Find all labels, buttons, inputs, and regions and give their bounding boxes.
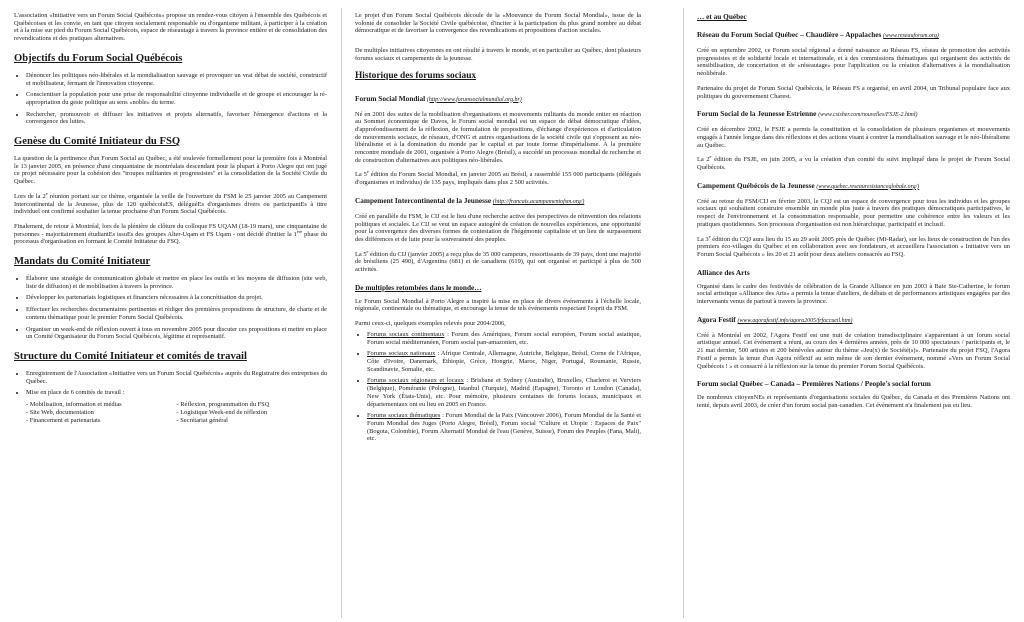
- text-run: édition du CIJ (janvier 2005) a reçu plus de 35 000 campeurs, ressortissants de 39 pays, dont une majorité de brésiliens (25 490), d'Argentins (681) et de canadiens (619), qui ont organisé et participé à plus de 500 activités.: [355, 250, 641, 274]
- text-run: réunion portant sur ce thème, organisée la veille de l'ouverture du FSM le 25 janvier 2005 au Campement Intercontinental de la Jeunesse, plus de 120 québécoisES, déléguéEs d'organismes divers ou participantEs à titre individuel ont confirmé souhaiter la tenue prochaine d'un Forum Social Québécois.: [14, 192, 327, 216]
- comite-item: - Mobilisation, information et médias: [26, 401, 122, 409]
- paragraph: Le projet d'un Forum Social Québécois découle de la «Mouvance du Forum Social Mondial», issue de la volonté de consolider la Société Civile québécoise, d'inciter à la participation du plus grand nombre au débat démocratique et de favoriser la convergence des revendications et propositions d'action sociales.: [355, 12, 641, 35]
- text-run: La 2: [697, 156, 710, 164]
- list-item: • Élaborer une stratégie de communication globale et mettre en place les outils et les moyens de diffusion (site web, liste de diffusion) et de mobilisation à travers la province.: [26, 275, 327, 290]
- genese-paragraph: [14, 190, 327, 216]
- list-item: • Enregistrement de l'Association «Initiative vers un Forum Social Québécois» auprès du Registraire des entreprises du Québec.: [26, 370, 327, 385]
- column-divider: [341, 8, 342, 618]
- rfs-link[interactable]: (www.reseauforum.org): [883, 33, 939, 39]
- intro-paragraph: L'association «Initiative vers un Forum Social Québécois» propose un rendez-vous citoyen à l'ensemble des Québécois et Québécoises et les convie, en tant que citoyen socialement responsable ou d'organisme militant, à participer à la création et à la mise sur pied du Forum Social Québécois, espace de réseautage à travers la province entière et de consolidation des revendications et des pratiques alternatives.: [14, 12, 327, 43]
- fsje-paragraph: Créé en décembre 2002, le FSJE a permis la constitution et la consolidation de plusieurs organismes et mouvements engagés à l'année longue dans des réflexions et des actions visant à contrer la mondialisation sauvage et le néo-libéralisme au Québec.: [697, 126, 1010, 149]
- fsm-link[interactable]: (http://www.forumsocialmundial.org.br): [426, 96, 522, 103]
- cij-title: Campement Intercontinental de la Jeunesse: [355, 195, 492, 205]
- alliance-paragraph: Organisé dans le cadre des festivités de célébration de la Grande Alliance en juin 2003 à Baie Ste-Catherine, le forum social artistique «Alliance des Arts» a permis la tenue d'ateliers, de débats et de performances artistiques engagées par des intervenants venus de partout à travers la province.: [697, 282, 1010, 306]
- list-item: • Mise en place de 6 comités de travail :: [26, 389, 327, 397]
- alliance-heading: Alliance des Arts: [697, 267, 750, 277]
- objectifs-heading: Objectifs du Forum Social Québécois: [14, 52, 183, 64]
- rfs-paragraph: Créé en septembre 2002, ce Forum social régional a donné naissance au Réseau FS, réseau de promotion des activités progressistes et de solidarité locale et internationale, et à des commissions thématiques qui organisent des activités de sensibilisation, de concertation et de «réseautage» pour l'application ou la création d'alternatives à la mondialisation néolibérale.: [697, 47, 1010, 78]
- list-item: • Effectuer les recherches documentaires pertinentes et rédiger des premières propositions de structure, de charte et de contenu thématique pour le premier Forum Social Québécois.: [26, 306, 327, 321]
- text-run: édition du Forum Social Mondial, en janvier 2005 au Brésil, a rassemblé 155 000 participants (délégués d'organismes et individus) de 135 pays, impliqués dans plus 2 500 activités.: [355, 171, 641, 187]
- agora-heading: [697, 315, 1010, 326]
- fsm-title: Forum Social Mondial: [355, 93, 426, 103]
- agora-title: Agora Festif: [697, 314, 736, 324]
- fsje-heading: [697, 109, 1010, 120]
- cqj-heading: [697, 181, 1010, 192]
- column-left: [14, 12, 327, 618]
- rfs-heading: [697, 30, 1010, 41]
- cij-heading: [355, 196, 641, 207]
- agora-link[interactable]: (www.agorafestif.info/agora2005/frfaccueil.htm): [737, 317, 853, 324]
- genese-paragraph: La question de la pertinence d'un Forum Social au Québec, a été soulevée formellement pour la première fois à Montréal le 13 janvier 2005, en présence d'une cinquantaine de montréalais descendant pour la plupart à Porto Alegre qui ont jugé ce projet nécessaire pour la cohésion des "troupes militantes et progressistes" et la consolidation de la Société Civile du Québec.: [14, 155, 327, 186]
- list-item: • Organiser un week-end de réflexion ouvert à tous en novembre 2005 pour discuter ces propositions et mettre en place un Comité Organisateur du Forum Social Québécois, légitime et représentatif.: [26, 326, 327, 341]
- cqj-link[interactable]: (www.quebec.reseauresistanceglobale.org/): [816, 183, 920, 190]
- comite-item: - Réflexion, programmation du FSQ: [176, 401, 270, 409]
- mandats-list: [14, 275, 327, 341]
- fsqc-paragraph: De nombreux citoyenNEs et représentants d'organisations sociales du Québec, du Canada et des Premières Nations ont tenté, depuis avril 2003, de créer d'un forum social pan-canadien. Cet événement n'a finalement pas eu lieu.: [697, 394, 1010, 409]
- cij-link[interactable]: (http://francais.acampamentofsm.org/): [492, 198, 585, 205]
- genese-paragraph: [14, 223, 327, 246]
- fsje-title: Forum Social de la Jeunesse Estrienne: [697, 109, 817, 119]
- comite-item: - Financement et partenariats: [26, 416, 101, 424]
- comite-item: - Logistique Week-end de réflexion: [176, 408, 268, 416]
- text-run: édition du FSJE, en juin 2005, a vu la création d'un comité du suivi impliqué dans le projet de Forum Social Québécois.: [697, 156, 1010, 172]
- exemple-label: Forums sociaux continentaux: [367, 330, 445, 338]
- list-item: • Développer les partenariats logistiques et financiers nécessaires à la concrétisation du projet.: [26, 294, 327, 302]
- list-item: [367, 412, 641, 443]
- column-middle: [355, 12, 641, 618]
- exemple-text: : Afrique Centrale, Allemagne, Autriche, Belgique, Brésil, Corne de l'Afrique, Côte d'Ivoire, Danemark, Éthiopie, Grèce, Hongrie, Maroc, Niger, Portugal, Roumanie, Russie, Scandinavie, Somalie, etc.: [367, 350, 641, 373]
- comite-item: - Site Web, documentation: [26, 408, 94, 416]
- fsje-link[interactable]: (www.csisher.com/nouvelles/FSJE-2.html): [818, 112, 918, 119]
- column-divider: [683, 8, 684, 618]
- genese-heading: Genèse du Comité Initiateur du FSQ: [14, 136, 181, 148]
- exemple-text: : Brisbane et Sydney (Australie), Bruxelles, Charleroi et Verviers (Belgique), Poméranie (Pologne), Istanbul (Turquie), Madrid (Espagne), Toronto et London (Canada), New York (États-Unis), etc. Pour mémoire, plusieurs centaines de forums locaux, municipaux et départementaux ont eu lieu en 2005 en France.: [367, 377, 641, 408]
- cij-paragraph: Créé en parallèle du FSM, le CIJ est le lieu d'une recherche active des perspectives de réinvention des relations politiques et sociales. Le CIJ se veut un espace autogéré de création de nouvelles expériences, une opportunité pour la convergence des diverses formes de contestation de l'hégémonie capitaliste et un lieu de surpassement des différences et de lutte pour la souveraineté des peuples.: [355, 212, 641, 243]
- fsm-paragraph: [355, 171, 641, 186]
- superscript: e: [366, 169, 369, 175]
- list-item: [367, 377, 641, 408]
- text-run: édition du CQJ aura lieu du 15 au 29 août 2005 près de Québec (Mt-Radar), sur les lieux de construction de l'un des premiers éco-villages du Québec et en collaboration avec ses fondateurs, et accueillera l'association « Initiative vers un Forum Social Québécois » les 20 et 21 août pour deux ateliers consacrés au FSQ.: [697, 235, 1010, 258]
- rfs-title: Réseau du Forum Social Québec – Chaudière – Appalaches: [697, 30, 882, 39]
- fsm-heading: [355, 94, 641, 105]
- superscript: e: [709, 154, 712, 160]
- cij-paragraph: [355, 248, 641, 274]
- fsje-paragraph: [697, 156, 1010, 171]
- retombees-paragraph: Parmi ceux-ci, quelques exemples relevés pour 2004/2006,: [355, 320, 506, 328]
- list-item: [367, 350, 641, 373]
- fsm-paragraph: Né en 2001 des suites de la mobilisation d'organisations et mouvements militants du monde entier en réaction au Sommet économique de Davos, le Forum social mondial est un espace de débat démocratique d'idées, d'approfondissement de la réflexion, de formulation de propositions, d'échange d'expériences et d'articulation de mouvements sociaux, de réseaux, d'ONG et autres organisations de la société civile qui s'opposent au néo-libéralisme et à la domination du monde par le capital et par toute forme d'impérialisme. À la première rencontre mondiale de 2001, organisée à Porto Alegre (Brésil), a succédé un processus mondial de recherche et de construction d'alternatives aux politiques néo-libérales.: [355, 110, 641, 164]
- text-run: Lors de la 2: [14, 192, 46, 200]
- quebec-heading: … et au Québec: [697, 12, 747, 21]
- mandats-heading: Mandats du Comité Initiateur: [14, 256, 151, 268]
- text-run: phase du processus d'organisation en formant le Comité Initiateur du FSQ.: [14, 230, 327, 246]
- list-item: • Rechercher, promouvoir et diffuser les initiatives et projets alternatifs, favoriser l'émergence d'actions et la convergence des luttes.: [26, 111, 327, 126]
- text-run: La 5: [355, 250, 367, 258]
- historique-heading: Historique des forums sociaux: [355, 70, 477, 81]
- superscript: e: [708, 233, 711, 239]
- superscript: e: [366, 248, 369, 254]
- cqj-paragraph: Créé au retour du FSM/CIJ en février 2003, le CQJ est un espace de convergence pour tous les individus et les groupes sociaux qui souhaitent construire ensemble un monde plus juste à travers des pratiques démocratiques participatives, le respect de l'environnement et la consommation responsable, pour permettre une cohérence entre les valeurs et les pratiques quotidiennes. Son processus d'organisation est non hiérarchique, participatif et inclusif.: [697, 197, 1010, 228]
- objectifs-list: [14, 72, 327, 126]
- cqj-paragraph: [697, 233, 1010, 259]
- structure-heading: Structure du Comité Initiateur et comités de travail: [14, 350, 247, 362]
- list-item: [367, 331, 641, 346]
- cqj-title: Campement Québécois de la Jeunesse: [697, 180, 815, 190]
- retombees-heading: De multiples retombées dans le monde…: [355, 282, 482, 292]
- exemple-text: : Forum Mondial de la Paix (Vancouver 2006), Forum Mondial de la Santé et Forum Mondial des Juges (Porto Alegre, Brésil), Forum social "Culture et Utopie : Espaces de Paix" (Bogota, Colombie), Forum Alternatif Mondial de l'eau (Genève, Suisse), Forum des Peuples (Fana, Mali), etc.: [367, 412, 641, 443]
- exemple-label: Forums sociaux régionaux et locaux: [367, 377, 464, 385]
- exemple-label: Forums sociaux nationaux: [367, 350, 436, 358]
- retombees-paragraph: Le Forum Social Mondial à Porto Alegre a inspiré la mise en place de divers événements à l'échelle locale, régionale, continentale ou thématique, et encourage la tenue de tels événements respectant l'esprit du FSM.: [355, 297, 641, 313]
- text-run: La 5: [355, 171, 367, 179]
- superscript: e: [45, 190, 48, 196]
- list-item: • Dénoncer les politiques néo-libérales et la mondialisation sauvage et provoquer un vrai débat de société, constructif et mobilisateur, fermant de l'innovation citoyenne.: [26, 72, 327, 87]
- list-item: • Conscientiser la population pour une prise de responsabilité citoyenne individuelle et de groupe et encourager la ré-appropriation du geste politique au sens «noble» du terme.: [26, 91, 327, 106]
- text-run: Finalement, de retour à Montréal, lors de la plénière de clôture du colloque FS UQAM (18-19 mars), une cinquantaine de personnes - majoritairement étudiantEs issuEs des groupes Alter-Uqam et FS Uqam - ont décidé d'initier la 1: [14, 222, 327, 238]
- rfs-paragraph: Partenaire du projet de Forum Social Québécois, le Réseau FS a organisé, en avril 2004, un Tribunal populaire face aux politiques du gouvernement Charest.: [697, 84, 1010, 100]
- column-right: [697, 12, 1010, 618]
- text-run: La 3: [697, 235, 709, 243]
- exemples-list: [355, 331, 641, 443]
- fsqc-heading: Forum social Québec – Canada – Premières Nations / People's social forum: [697, 379, 931, 389]
- exemple-text: : Forum des Amériques, Forum social européen, Forum social asiatique, Forum social méditerranéen, Forum social pan-amazonien, etc.: [367, 330, 641, 346]
- exemple-label: Forums sociaux thématiques: [367, 412, 441, 420]
- comites-grid: [14, 401, 327, 424]
- structure-list: [14, 370, 327, 397]
- superscript: ère: [296, 228, 303, 234]
- paragraph: De multiples initiatives citoyennes en ont résulté à travers le monde, et en particulier au Québec, dont plusieurs forums sociaux et campements de la jeunesse.: [355, 47, 641, 62]
- agora-paragraph: Créé à Montréal en 2002, l'Agora Festif est une nuit de création transdisciplinaire s'apparentant à un forum social artistique annuel. Cet événement a réuni, au cours des 4 dernières années, près de 10 000 spectateurs / participants et, le 21 mai dernier, 500 artistes et 200 bénévoles autour du thème «Jeu(x) de Société(s)». Partenaire du projet FSQ, l'Agora Festif a permis la tenue d'un Agora réflexif au sein même de son dernier événement, nommé «Vers un Forum Social Québécois ! » et consacré à la réflexion sur la tenue du premier Forum Social Québécois.: [697, 331, 1010, 370]
- comite-item: - Secrétariat général: [176, 416, 228, 424]
